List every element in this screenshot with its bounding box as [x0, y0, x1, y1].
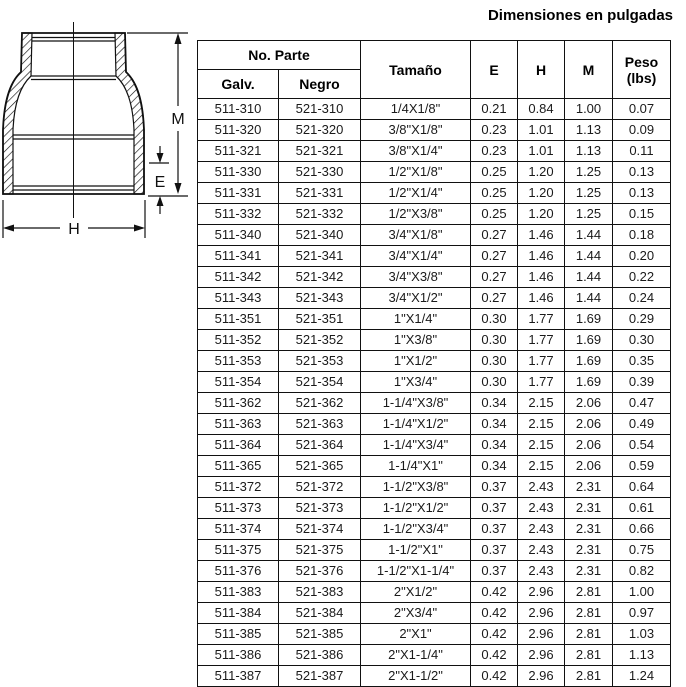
- table-cell: 2.43: [518, 477, 565, 498]
- table-cell: 521-320: [279, 120, 361, 141]
- table-cell: 2.96: [518, 666, 565, 687]
- table-cell: 511-372: [198, 477, 279, 498]
- table-cell: 511-373: [198, 498, 279, 519]
- table-row: [198, 141, 671, 162]
- table-row: [198, 246, 671, 267]
- table-cell: 1.24: [613, 666, 671, 687]
- header-m: M: [565, 41, 613, 99]
- table-cell: 2.31: [565, 540, 613, 561]
- table-cell: 511-321: [198, 141, 279, 162]
- table-cell: 511-332: [198, 204, 279, 225]
- table-cell: 1-1/2"X1/2": [361, 498, 471, 519]
- header-peso: [613, 41, 671, 99]
- table-cell: 0.54: [613, 435, 671, 456]
- table-cell: 1.69: [565, 351, 613, 372]
- table-cell: 0.82: [613, 561, 671, 582]
- table-cell: 1.44: [565, 225, 613, 246]
- table-cell: 0.23: [471, 141, 518, 162]
- table-cell: 0.97: [613, 603, 671, 624]
- table-row: [198, 561, 671, 582]
- table-cell: 1-1/2"X1": [361, 540, 471, 561]
- table-row: [198, 183, 671, 204]
- table-cell: 0.37: [471, 519, 518, 540]
- table-cell: 1/4X1/8": [361, 99, 471, 120]
- table-cell: 0.30: [613, 330, 671, 351]
- table-cell: 521-385: [279, 624, 361, 645]
- table-cell: 521-354: [279, 372, 361, 393]
- table-cell: 1"X3/8": [361, 330, 471, 351]
- table-cell: 0.25: [471, 183, 518, 204]
- table-cell: 0.23: [471, 120, 518, 141]
- table-cell: 2.96: [518, 624, 565, 645]
- header-e: E: [471, 41, 518, 99]
- table-cell: 2.31: [565, 519, 613, 540]
- table-cell: 3/8"X1/4": [361, 141, 471, 162]
- table-row: [198, 372, 671, 393]
- table-cell: 1/2"X1/8": [361, 162, 471, 183]
- table-row: [198, 435, 671, 456]
- table-cell: 0.42: [471, 645, 518, 666]
- table-cell: 2.15: [518, 456, 565, 477]
- table-cell: 511-376: [198, 561, 279, 582]
- table-cell: 511-340: [198, 225, 279, 246]
- table-cell: 0.42: [471, 582, 518, 603]
- table-cell: 0.15: [613, 204, 671, 225]
- table-cell: 2"X1/2": [361, 582, 471, 603]
- table-cell: 521-351: [279, 309, 361, 330]
- table-cell: 0.18: [613, 225, 671, 246]
- table-cell: 521-332: [279, 204, 361, 225]
- table-cell: 1.25: [565, 204, 613, 225]
- table-cell: 0.66: [613, 519, 671, 540]
- table-cell: 511-383: [198, 582, 279, 603]
- table-cell: 1.20: [518, 183, 565, 204]
- table-cell: 521-353: [279, 351, 361, 372]
- table-row: [198, 456, 671, 477]
- table-cell: 0.30: [471, 330, 518, 351]
- table-cell: 1.77: [518, 309, 565, 330]
- table-row: [198, 624, 671, 645]
- table-cell: 0.37: [471, 477, 518, 498]
- table-cell: 3/8"X1/8": [361, 120, 471, 141]
- table-cell: 1.13: [565, 120, 613, 141]
- table-cell: 1.03: [613, 624, 671, 645]
- table-cell: 2.43: [518, 540, 565, 561]
- table-cell: 2.43: [518, 519, 565, 540]
- table-row: [198, 99, 671, 120]
- table-body: [198, 99, 671, 687]
- table-row: [198, 309, 671, 330]
- table-cell: 2.31: [565, 498, 613, 519]
- header-galv: Galv.: [198, 70, 279, 99]
- table-cell: 1-1/4"X3/8": [361, 393, 471, 414]
- table-cell: 1.69: [565, 330, 613, 351]
- table-cell: 511-320: [198, 120, 279, 141]
- table-cell: 1.00: [565, 99, 613, 120]
- table-row: [198, 162, 671, 183]
- table-cell: 0.13: [613, 162, 671, 183]
- table-cell: 2.96: [518, 645, 565, 666]
- table-row: [198, 519, 671, 540]
- header-h: H: [518, 41, 565, 99]
- table-cell: 2.96: [518, 603, 565, 624]
- table-cell: 2.15: [518, 393, 565, 414]
- table-row: [198, 540, 671, 561]
- table-row: [198, 477, 671, 498]
- table-cell: 1.46: [518, 267, 565, 288]
- table-cell: 1-1/4"X1/2": [361, 414, 471, 435]
- table-cell: 2.06: [565, 414, 613, 435]
- table-cell: 0.42: [471, 624, 518, 645]
- header-tamano: Tamaño: [361, 41, 471, 99]
- table-row: [198, 330, 671, 351]
- table-cell: 0.25: [471, 162, 518, 183]
- table-cell: 521-340: [279, 225, 361, 246]
- table-cell: 1.46: [518, 225, 565, 246]
- table-cell: 1-1/4"X1": [361, 456, 471, 477]
- table-row: [198, 414, 671, 435]
- table-cell: 1.46: [518, 288, 565, 309]
- table-cell: 1.44: [565, 288, 613, 309]
- table-cell: 2.31: [565, 561, 613, 582]
- table-cell: 2"X1-1/4": [361, 645, 471, 666]
- table-cell: 1.00: [613, 582, 671, 603]
- table-cell: 2.43: [518, 561, 565, 582]
- table-cell: 521-331: [279, 183, 361, 204]
- table-cell: 0.35: [613, 351, 671, 372]
- table-row: [198, 393, 671, 414]
- table-cell: 511-351: [198, 309, 279, 330]
- header-peso-line1: Peso: [624, 53, 659, 70]
- table-cell: 0.07: [613, 99, 671, 120]
- table-cell: 2.96: [518, 582, 565, 603]
- table-cell: 1.77: [518, 330, 565, 351]
- table-cell: 0.09: [613, 120, 671, 141]
- table-cell: 0.25: [471, 204, 518, 225]
- table-cell: 0.30: [471, 309, 518, 330]
- table-row: [198, 645, 671, 666]
- table-cell: 521-362: [279, 393, 361, 414]
- fitting-cross-section-diagram: [0, 0, 195, 246]
- table-cell: 1.77: [518, 351, 565, 372]
- table-cell: 521-363: [279, 414, 361, 435]
- table-cell: 521-374: [279, 519, 361, 540]
- table-cell: 0.59: [613, 456, 671, 477]
- table-cell: 511-365: [198, 456, 279, 477]
- table-header: [198, 41, 671, 99]
- table-cell: 0.34: [471, 435, 518, 456]
- table-cell: 1-1/2"X1-1/4": [361, 561, 471, 582]
- table-cell: 1.44: [565, 246, 613, 267]
- table-cell: 511-343: [198, 288, 279, 309]
- table-cell: 521-341: [279, 246, 361, 267]
- table-cell: 511-384: [198, 603, 279, 624]
- table-row: [198, 582, 671, 603]
- table-cell: 0.27: [471, 267, 518, 288]
- table-cell: 511-363: [198, 414, 279, 435]
- table-row: [198, 666, 671, 687]
- table-cell: 511-331: [198, 183, 279, 204]
- table-cell: 2.15: [518, 435, 565, 456]
- table-cell: 1/2"X3/8": [361, 204, 471, 225]
- table-cell: 0.11: [613, 141, 671, 162]
- table-cell: 1.46: [518, 246, 565, 267]
- table-cell: 511-354: [198, 372, 279, 393]
- table-cell: 3/4"X1/8": [361, 225, 471, 246]
- table-row: [198, 603, 671, 624]
- table-cell: 2.81: [565, 624, 613, 645]
- table-cell: 511-310: [198, 99, 279, 120]
- header-no-parte: No. Parte: [198, 41, 361, 70]
- table-cell: 0.37: [471, 498, 518, 519]
- table-cell: 3/4"X1/4": [361, 246, 471, 267]
- table-cell: 521-373: [279, 498, 361, 519]
- table-cell: 2"X1-1/2": [361, 666, 471, 687]
- table-row: [198, 204, 671, 225]
- table-cell: 2.15: [518, 414, 565, 435]
- table-cell: 1.77: [518, 372, 565, 393]
- table-cell: 1.69: [565, 372, 613, 393]
- table-row: [198, 351, 671, 372]
- table-cell: 3/4"X3/8": [361, 267, 471, 288]
- header-negro: Negro: [279, 70, 361, 99]
- table-cell: 1.25: [565, 183, 613, 204]
- table-cell: 521-330: [279, 162, 361, 183]
- table-cell: 511-364: [198, 435, 279, 456]
- table-cell: 521-321: [279, 141, 361, 162]
- table-cell: 2"X1": [361, 624, 471, 645]
- table-cell: 2.81: [565, 666, 613, 687]
- table-cell: 2.81: [565, 582, 613, 603]
- table-cell: 0.37: [471, 540, 518, 561]
- dimension-label-h: H: [68, 221, 80, 238]
- header-peso-line2: (lbs): [626, 69, 657, 86]
- table-cell: 0.27: [471, 246, 518, 267]
- table-cell: 0.20: [613, 246, 671, 267]
- table-row: [198, 120, 671, 141]
- table-cell: 0.24: [613, 288, 671, 309]
- table-cell: 1.13: [565, 141, 613, 162]
- table-cell: 1"X1/2": [361, 351, 471, 372]
- table-cell: 1.25: [565, 162, 613, 183]
- table-cell: 511-352: [198, 330, 279, 351]
- table-cell: 521-372: [279, 477, 361, 498]
- table-row: [198, 498, 671, 519]
- table-cell: 521-364: [279, 435, 361, 456]
- table-cell: 2.81: [565, 603, 613, 624]
- table-cell: 0.21: [471, 99, 518, 120]
- table-cell: 2.06: [565, 393, 613, 414]
- table-cell: 521-384: [279, 603, 361, 624]
- table-cell: 521-342: [279, 267, 361, 288]
- table-row: [198, 288, 671, 309]
- table-cell: 0.47: [613, 393, 671, 414]
- table-cell: 0.34: [471, 456, 518, 477]
- table-cell: 1-1/4"X3/4": [361, 435, 471, 456]
- table-cell: 0.49: [613, 414, 671, 435]
- table-cell: 521-387: [279, 666, 361, 687]
- table-cell: 0.27: [471, 225, 518, 246]
- page-title: Dimensiones en pulgadas: [487, 7, 673, 24]
- table-cell: 511-385: [198, 624, 279, 645]
- table-cell: 0.22: [613, 267, 671, 288]
- table-cell: 0.30: [471, 351, 518, 372]
- table-cell: 521-343: [279, 288, 361, 309]
- table-cell: 511-330: [198, 162, 279, 183]
- table-cell: 1.20: [518, 204, 565, 225]
- table-cell: 3/4"X1/2": [361, 288, 471, 309]
- table-cell: 1.13: [613, 645, 671, 666]
- table-cell: 1"X1/4": [361, 309, 471, 330]
- table-cell: 0.13: [613, 183, 671, 204]
- table-cell: 511-341: [198, 246, 279, 267]
- table-cell: 0.39: [613, 372, 671, 393]
- table-cell: 521-352: [279, 330, 361, 351]
- table-cell: 521-375: [279, 540, 361, 561]
- table-cell: 511-387: [198, 666, 279, 687]
- table-cell: 2.81: [565, 645, 613, 666]
- table-cell: 0.34: [471, 393, 518, 414]
- table-cell: 521-383: [279, 582, 361, 603]
- dimensions-table: [197, 40, 671, 687]
- table-cell: 511-342: [198, 267, 279, 288]
- table-cell: 2.06: [565, 456, 613, 477]
- table-cell: 1-1/2"X3/8": [361, 477, 471, 498]
- table-cell: 521-386: [279, 645, 361, 666]
- table-cell: 2"X3/4": [361, 603, 471, 624]
- table-cell: 521-310: [279, 99, 361, 120]
- table-cell: 511-375: [198, 540, 279, 561]
- table-cell: 1.69: [565, 309, 613, 330]
- table-cell: 0.42: [471, 666, 518, 687]
- table-cell: 0.75: [613, 540, 671, 561]
- table-cell: 0.30: [471, 372, 518, 393]
- table-cell: 1.20: [518, 162, 565, 183]
- table-cell: 0.42: [471, 603, 518, 624]
- table-cell: 2.31: [565, 477, 613, 498]
- table-cell: 1"X3/4": [361, 372, 471, 393]
- table-cell: 511-386: [198, 645, 279, 666]
- table-cell: 1-1/2"X3/4": [361, 519, 471, 540]
- dimension-label-m: M: [171, 111, 185, 128]
- table-cell: 0.27: [471, 288, 518, 309]
- table-cell: 511-374: [198, 519, 279, 540]
- table-cell: 511-362: [198, 393, 279, 414]
- table-cell: 511-353: [198, 351, 279, 372]
- table-cell: 0.37: [471, 561, 518, 582]
- table-cell: 1/2"X1/4": [361, 183, 471, 204]
- table-cell: 0.34: [471, 414, 518, 435]
- table-cell: 1.01: [518, 141, 565, 162]
- table-row: [198, 267, 671, 288]
- table-cell: 0.64: [613, 477, 671, 498]
- dimension-label-e: E: [154, 174, 166, 191]
- table-cell: 2.06: [565, 435, 613, 456]
- table-cell: 0.29: [613, 309, 671, 330]
- table-cell: 0.61: [613, 498, 671, 519]
- table-cell: 521-365: [279, 456, 361, 477]
- table-row: [198, 225, 671, 246]
- table-cell: 0.84: [518, 99, 565, 120]
- table-cell: 1.44: [565, 267, 613, 288]
- table-cell: 521-376: [279, 561, 361, 582]
- table-cell: 1.01: [518, 120, 565, 141]
- table-cell: 2.43: [518, 498, 565, 519]
